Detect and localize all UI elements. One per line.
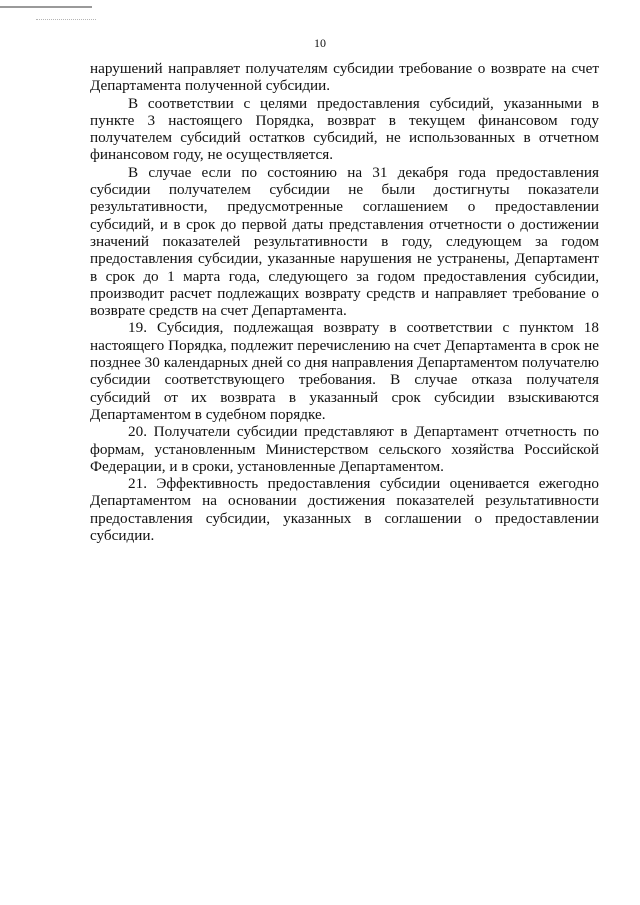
paragraph-subsidy-remainder: В соответствии с целями предоставления субсидий, указанными в пункте 3 настоящего Порядка, возврат в текущем финансовом году получателем субсидий остатков субсидий, не использованных в отчетном финансовом году, не осуществляется.: [90, 94, 599, 164]
scan-artifact: [0, 6, 92, 14]
page-number: 10: [314, 36, 326, 50]
paragraph-clause-21: 21. Эффективность предоставления субсидии оценивается ежегодно Департаментом на основании достижения показателей результативности предоставления субсидии, указанных в соглашении о предоставлении субсидии.: [90, 475, 599, 545]
scan-line: [0, 6, 92, 8]
scan-dots: [36, 19, 96, 21]
paragraph-clause-20: 20. Получатели субсидии представляют в Департамент отчетность по формам, установленным Министерством сельского хозяйства Российской Федерации, и в сроки, установленные Департаментом.: [90, 423, 599, 475]
paragraph-clause-19: 19. Субсидия, подлежащая возврату в соответствии с пунктом 18 настоящего Порядка, подлежит перечислению на счет Департамента в срок не позднее 30 календарных дней со дня направления Департаментом получателю субсидии соответствующего требования. В случае отказа получателя субсидий от их возврата в указанный срок субсидии взыскиваются Департаментом в судебном порядке.: [90, 319, 599, 423]
document-body: [90, 60, 599, 544]
paragraph-indicators-not-met: В случае если по состоянию на 31 декабря года предоставления субсидии получателем субсидии не были достигнуты показатели результативности, предусмотренные соглашением о предоставлении субсидий, и в срок до первой даты представления отчетности о достижении значений показателей результативности в году, следующем за годом предоставления субсидии, указанные нарушения не устранены, Департамент в срок до 1 марта года, следующего за годом предоставления субсидии, производит расчет подлежащих возврату средств и направляет требование о возврате средств на счет Департамента.: [90, 163, 599, 320]
paragraph-continuation: нарушений направляет получателям субсидии требование о возврате на счет Департамента полученной субсидии.: [90, 60, 599, 95]
